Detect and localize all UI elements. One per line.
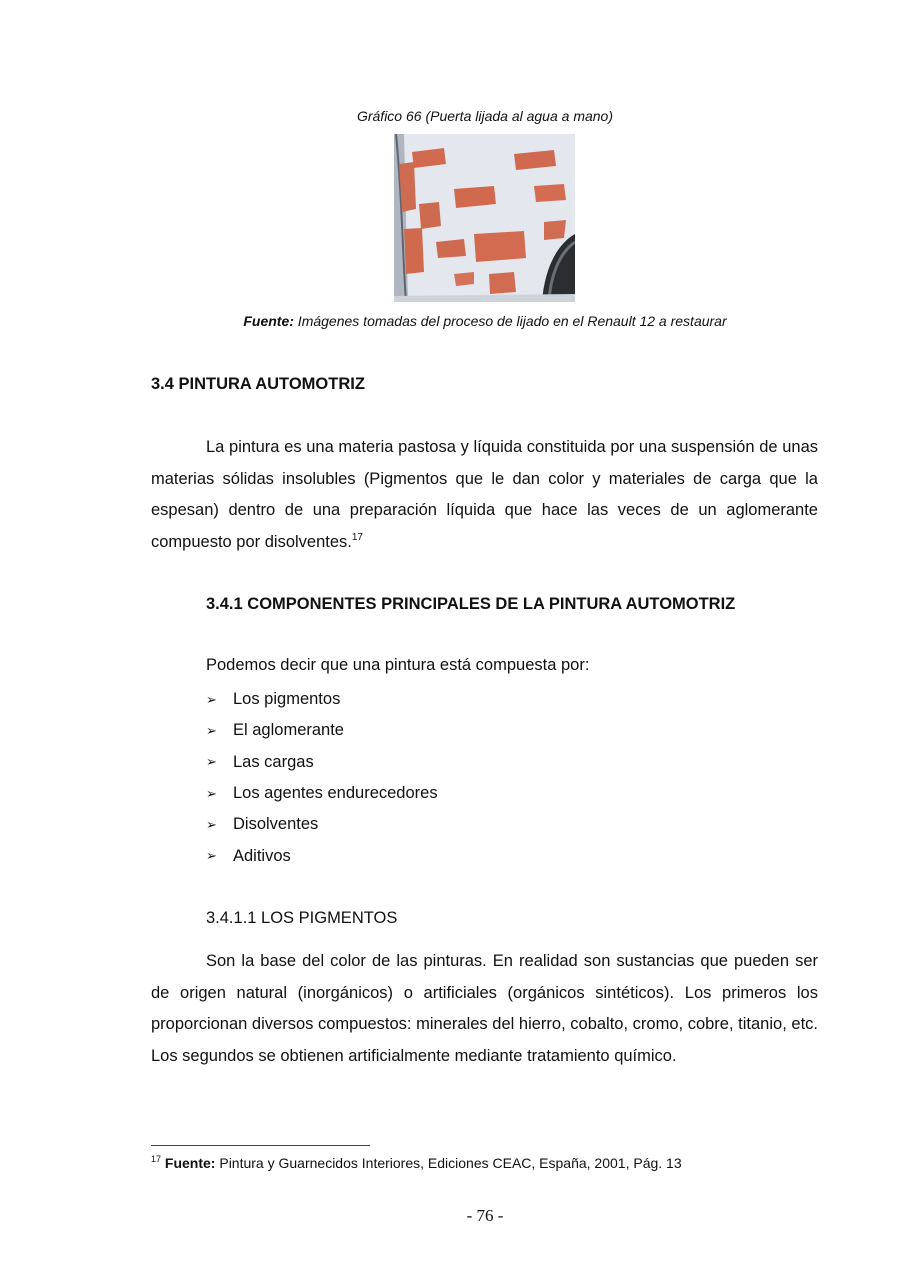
arrow-bullet-icon: ➢: [206, 691, 217, 707]
list-item-text: Disolventes: [233, 815, 319, 834]
list-intro: Podemos decir que una pintura está compuesta por:: [206, 656, 590, 674]
footnote: [151, 1155, 682, 1171]
paragraph-pintura-text: La pintura es una materia pastosa y líquida constituida por una suspensión de unas materias sólidas insolubles (Pigmentos que le dan color y materiales de carga que la espesan) dentro de una preparación líquida que hace las veces de un aglomerante compuesto por disolventes.: [151, 438, 818, 551]
list-item-text: Aditivos: [233, 846, 291, 865]
list-item-text: Los pigmentos: [233, 690, 341, 709]
footnote-number: 17: [151, 1154, 162, 1164]
figure-caption: Gráfico 66 (Puerta lijada al agua a mano): [356, 108, 614, 124]
paragraph-pigmentos: Son la base del color de las pinturas. En realidad son sustancias que pueden ser de origen natural (inorgánicos) o artificiales (orgánicos sintéticos). Los primeros los proporcionan diversos compuestos: minerales del hierro, cobalto, cromo, cobre, titanio, etc. Los segundos se obtienen artificialmente mediante tratamiento químico.: [151, 952, 818, 1065]
list-item-text: El aglomerante: [233, 721, 344, 740]
footnote-text: Pintura y Guarnecidos Interiores, Ediciones CEAC, España, 2001, Pág. 13: [215, 1155, 682, 1171]
section-heading-3-4-1-1: 3.4.1.1 LOS PIGMENTOS: [206, 909, 398, 927]
figure-source-text: Imágenes tomadas del proceso de lijado en el Renault 12 a restaurar: [293, 313, 727, 329]
paragraph-pintura: [151, 432, 818, 560]
list-item: [206, 778, 438, 809]
arrow-bullet-icon: ➢: [206, 816, 217, 832]
footnote-divider: [151, 1145, 370, 1146]
figure-source: [0, 313, 905, 329]
components-list: [206, 684, 438, 872]
list-item: [206, 747, 438, 778]
figure-source-label: Fuente:: [243, 313, 294, 329]
arrow-bullet-icon: ➢: [206, 848, 217, 864]
arrow-bullet-icon: ➢: [206, 722, 217, 738]
arrow-bullet-icon: ➢: [206, 754, 217, 770]
arrow-bullet-icon: ➢: [206, 785, 217, 801]
footnote-label: Fuente:: [164, 1155, 216, 1171]
list-item-text: Las cargas: [233, 752, 314, 771]
list-item: [206, 715, 438, 746]
list-item: [206, 684, 438, 715]
list-item: [206, 840, 438, 871]
section-heading-3-4-1: 3.4.1 COMPONENTES PRINCIPALES DE LA PINTURA AUTOMOTRIZ: [206, 595, 736, 613]
list-item-text: Los agentes endurecedores: [233, 784, 438, 803]
footnote-ref: 17: [351, 531, 363, 543]
page-number: - 76 -: [466, 1206, 504, 1225]
car-door-photo: [394, 134, 575, 302]
section-heading-3-4: 3.4 PINTURA AUTOMOTRIZ: [151, 375, 365, 393]
list-item: [206, 809, 438, 840]
